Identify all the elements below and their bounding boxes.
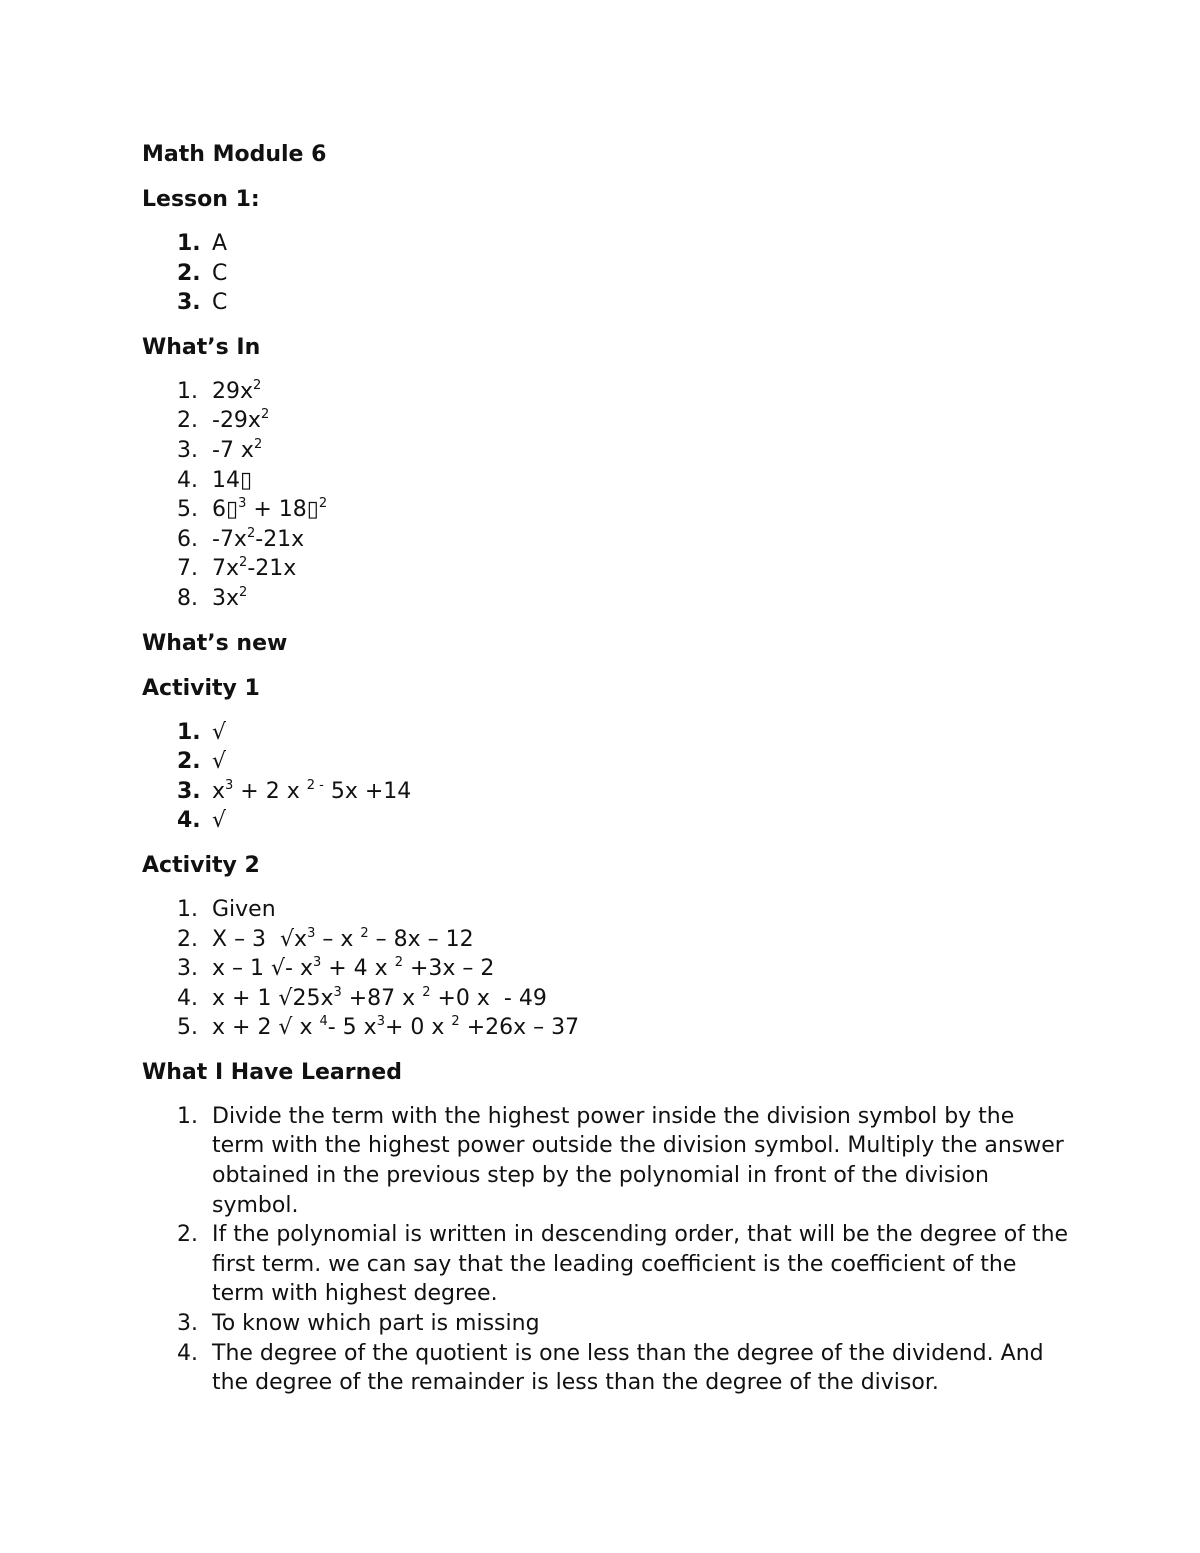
activity2-heading: Activity 2 — [142, 852, 260, 878]
lesson1-list — [142, 229, 1072, 318]
item-base: -7 x — [212, 437, 254, 463]
check-icon: √ — [212, 808, 227, 834]
item-term-b: + 18▯ — [246, 497, 319, 523]
item-part: x – 1 √- x — [212, 956, 313, 982]
item-exponent: 2 — [246, 525, 256, 541]
item-text: The degree of the quotient is one less than the degree of the dividend. And the degree of the remainder is less than the degree of the divisor. — [212, 1340, 1044, 1396]
activity1-list — [142, 718, 1072, 836]
item-number: 1. — [177, 231, 201, 256]
item-number: 5. — [177, 497, 198, 523]
item-term-b: -21x — [247, 556, 297, 582]
item-part: X – 3 √x — [212, 926, 308, 952]
item-exponent: 2 — [253, 377, 262, 393]
item-exponent: 3 — [312, 955, 322, 971]
item-number: 8. — [177, 585, 198, 611]
list-item — [142, 718, 1072, 748]
list-item — [142, 747, 1072, 777]
item-text: C — [212, 290, 228, 316]
item-part: +87 x — [341, 985, 423, 1011]
list-item — [142, 288, 1072, 318]
item-base: 3x — [212, 585, 240, 611]
item-text: To know which part is missing — [212, 1311, 540, 1337]
item-number: 6. — [177, 526, 198, 552]
item-number: 3. — [177, 778, 201, 804]
item-part: + 0 x — [384, 1015, 452, 1041]
list-item — [142, 466, 1072, 496]
lesson1-heading: Lesson 1: — [142, 187, 260, 212]
item-number: 4. — [177, 467, 198, 493]
item-term-a: -7x — [212, 526, 247, 552]
item-exponent: 2 — [318, 496, 328, 512]
item-base: -29x — [212, 408, 261, 434]
list-item — [142, 777, 1072, 807]
item-number: 3. — [177, 956, 198, 982]
activity2-list — [142, 895, 1072, 1043]
item-part: - 5 x — [327, 1015, 377, 1041]
list-item — [142, 954, 1072, 984]
list-item — [142, 1013, 1072, 1043]
item-number: 3. — [177, 290, 201, 316]
list-item — [142, 1309, 1072, 1339]
item-exponent: 2 — [422, 984, 431, 1000]
item-term-a: 7x — [212, 556, 240, 582]
list-item — [142, 895, 1072, 925]
learned-heading: What I Have Learned — [142, 1059, 402, 1085]
check-icon: √ — [212, 749, 227, 775]
list-item — [142, 525, 1072, 555]
list-item — [142, 984, 1072, 1014]
item-part: – x — [315, 926, 361, 952]
list-item — [142, 229, 1072, 259]
item-text: Given — [212, 896, 276, 922]
item-text: A — [212, 231, 228, 256]
item-exponent: 2 — [253, 436, 263, 452]
list-item — [142, 554, 1072, 584]
item-text: If the polynomial is written in descending order, that will be the degree of the first term. we can say that the leading coefficient is the coefficient of the term with highest degree. — [212, 1222, 1069, 1307]
item-exponent: 3 — [376, 1014, 385, 1030]
list-item — [142, 925, 1072, 955]
item-number: 7. — [177, 556, 198, 582]
item-number: 4. — [177, 985, 198, 1011]
item-base: 29x — [212, 378, 254, 404]
item-exponent: 3 — [333, 984, 342, 1000]
list-item — [142, 1102, 1072, 1220]
item-number: 3. — [177, 437, 198, 463]
item-part: + 2 x — [233, 778, 307, 804]
item-number: 1. — [177, 896, 198, 922]
learned-list — [142, 1102, 1072, 1398]
item-exponent: 2 — [394, 955, 403, 971]
item-part: 5x +14 — [323, 778, 412, 804]
item-number: 2. — [177, 926, 198, 952]
item-exponent: 4 — [319, 1014, 328, 1030]
item-number: 3. — [177, 1311, 198, 1337]
document-page — [142, 130, 1072, 1398]
item-number: 2. — [177, 1222, 198, 1248]
item-text: C — [212, 260, 228, 286]
list-item — [142, 377, 1072, 407]
item-part: x + 2 √ x — [212, 1015, 320, 1041]
item-exponent: 2 — [239, 584, 248, 600]
item-exponent: 2 - — [306, 777, 324, 793]
item-number: 2. — [177, 408, 198, 434]
list-item — [142, 259, 1072, 289]
item-term-a: 6▯ — [212, 497, 239, 523]
whats-in-list — [142, 377, 1072, 614]
whats-new-heading: What’s new — [142, 630, 288, 656]
item-part: + 4 x — [321, 956, 395, 982]
item-part: – 8x – 12 — [368, 926, 474, 952]
item-number: 2. — [177, 749, 201, 775]
list-item — [142, 436, 1072, 466]
check-icon: √ — [212, 719, 227, 745]
item-part: x + 1 √25x — [212, 985, 334, 1011]
list-item — [142, 406, 1072, 436]
item-number: 2. — [177, 260, 201, 286]
item-exponent: 3 — [238, 496, 247, 512]
list-item — [142, 495, 1072, 525]
list-item — [142, 1220, 1072, 1309]
item-number: 4. — [177, 1340, 198, 1366]
item-text: 14▯ — [212, 467, 253, 493]
item-exponent: 3 — [307, 925, 316, 941]
whats-in-heading: What’s In — [142, 334, 261, 360]
list-item — [142, 1339, 1072, 1398]
item-exponent: 2 — [260, 407, 270, 423]
item-part: x — [212, 778, 226, 804]
item-exponent: 2 — [451, 1014, 460, 1030]
item-part: +3x – 2 — [402, 956, 495, 982]
item-exponent: 2 — [360, 925, 369, 941]
item-number: 1. — [177, 1103, 198, 1129]
item-term-b: -21x — [255, 526, 305, 552]
activity1-heading: Activity 1 — [142, 675, 260, 701]
list-item — [142, 806, 1072, 836]
item-exponent: 3 — [225, 777, 234, 793]
item-part: +0 x - 49 — [430, 985, 547, 1011]
list-item — [142, 584, 1072, 614]
item-number: 1. — [177, 378, 198, 404]
item-exponent: 2 — [239, 555, 248, 571]
item-number: 5. — [177, 1015, 198, 1041]
document-title: Math Module 6 — [142, 142, 327, 167]
item-text: Divide the term with the highest power inside the division symbol by the term with the highest power outside the division symbol. Multiply the answer obtained in the previous step by the polynomial in front of the division symbol. — [212, 1103, 1064, 1218]
item-part: +26x – 37 — [459, 1015, 580, 1041]
item-number: 4. — [177, 808, 201, 834]
item-number: 1. — [177, 719, 201, 745]
